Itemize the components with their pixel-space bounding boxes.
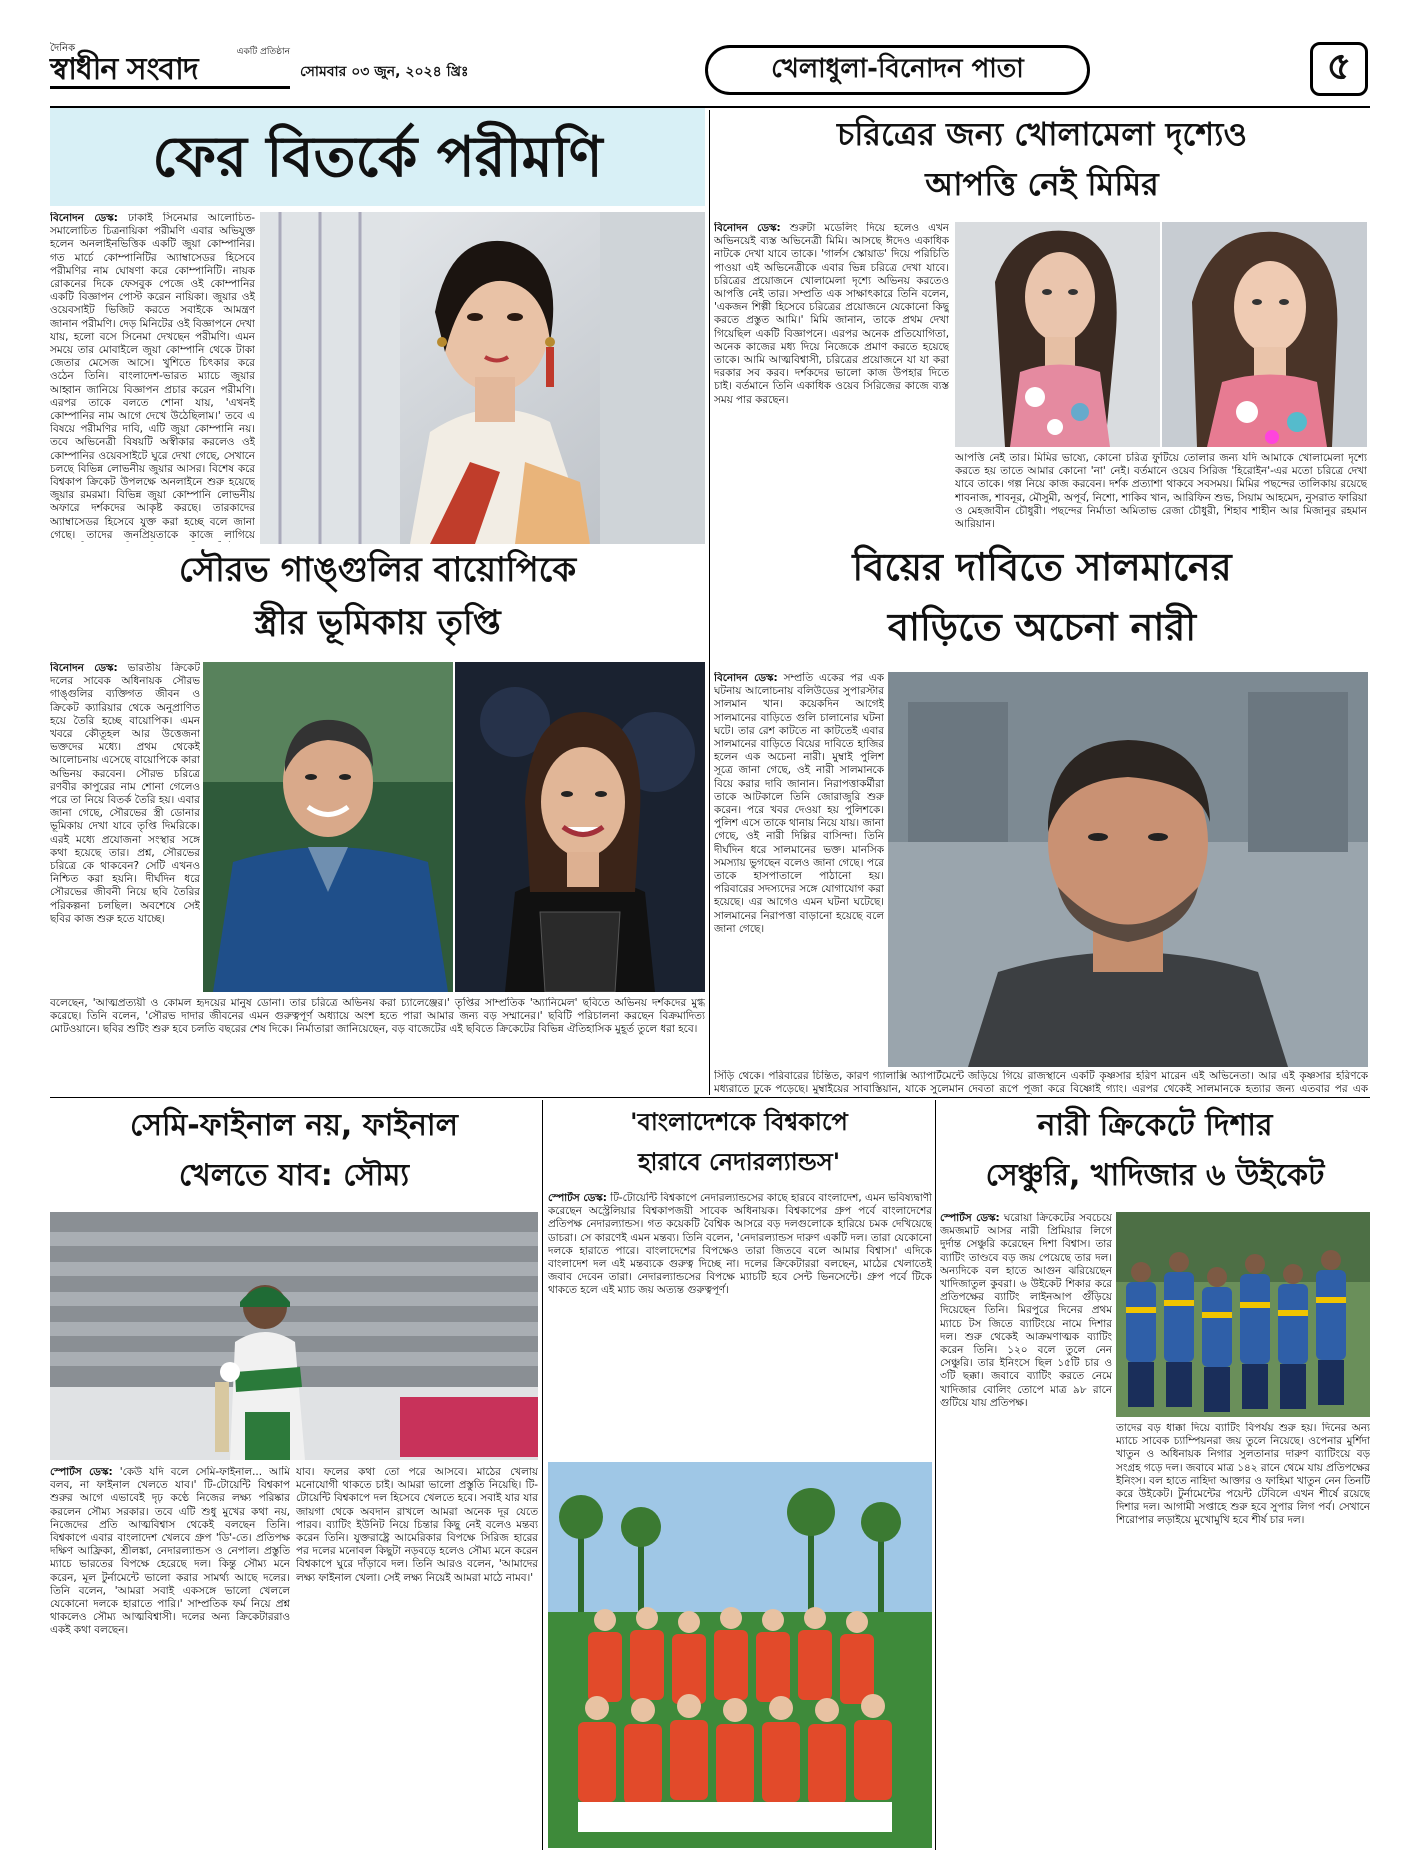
salman-headline-line1: বিয়ের দাবিতে সালমানের xyxy=(852,545,1232,589)
paper-prefix: দৈনিক xyxy=(50,43,76,54)
section-title: খেলাধুলা-বিনোদন পাতা xyxy=(705,45,1090,95)
sourav-text: ভারতীয় ক্রিকেট দলের সাবেক অধিনায়ক সৌরভ গাঙ্গুলির ব্যক্তিগত জীবন ও ক্রিকেট ক্যারিয়ার থেকে অনুপ্রাণিত হয়ে তৈরি হচ্ছে বায়োপিক। এমন খবরে কৌতূহল আর উত্তেজনা ভক্তদের মধ্যে। প্রথম থেকেই আলোচনায় এসেছে বায়োপিকে কারা অভিনয় করবেন। সৌরভ চরিত্রে রণবীর কাপুরের নাম শোনা গেলেও পরে তা নিয়ে বিতর্ক তৈরি হয়। এবার জানা গেছে, সৌরভের স্ত্রী ডোনার ভূমিকায় দেখা যাবে তৃপ্তি দিমরিকে। এরই মধ্যে প্রযোজনা সংস্থার সঙ্গে কথা হয়েছে তার। প্রশ্ন, সৌরভের চরিত্রে কে থাকবেন? সেটি এখনও নিশ্চিত করা হয়নি। দীর্ঘদিন ধরে সৌরভের জীবনী নিয়ে ছবি তৈরির পরিকল্পনা চলছিল। অবশেষে সেই ছবির কাজ শুরু হতে যাচ্ছে। xyxy=(50,662,200,925)
paper-logo xyxy=(50,44,290,88)
porimoni-text: ঢাকাই সিনেমার আলোচিত-সমালোচিত চিত্রনায়িকা পরীমণি এবার অভিযুক্ত হলেন অনলাইনভিত্তিক একটি জুয়া কোম্পানির। গত মার্চে কোম্পানিটির অ্যাম্বাসেডর হিসেবে পরীমণির নাম ঘোষণা করে কোম্পানিটি। নায়ক রোকনের দিকে ফেসবুক পেজে ওই কোম্পানির একটি বিজ্ঞাপন পোস্ট করেন নায়িকা। জুয়ার ওই ওয়েবসাইট ভিজিট করতে সবাইকে আমন্ত্রণ জানান পরীমণি। দেড় মিনিটের ওই বিজ্ঞাপনে দেখা যায়, হলো বসে সিনেমা দেখছেন পরীমণি। এমন সময়ে তার মোবাইলে জুয়া কোম্পানি থেকে টাকা জেতার মেসেজ আসে। খুশিতে চিৎকার করে ওঠেন তিনি। বাংলাদেশ-ভারত ম্যাচে জুয়ার আহ্বান জানিয়ে বিজ্ঞাপন প্রচার করেন পরীমণি। এরপর তাকে বলতে শোনা যায়, 'এখনই কোম্পানির নাম আগে দেখে উঠেছিলাম।' তবে এ বিষয়ে পরীমণির দাবি, এটি জুয়া কোম্পানি নয়। তবে অভিনেত্রী বিষয়টি অস্বীকার করলেও ওই কোম্পানির ওয়েবসাইটে ঘুরে দেখা গেছে, সেখানে চলছে বিভিন্ন লোভনীয় জুয়ার আসর। বিশেষ করে বিশ্বকাপ ক্রিকেট উপলক্ষে অনলাইনে শুরু হয়েছে জুয়ার রমরমা। বিভিন্ন জুয়া কোম্পানি লোভনীয় অফারে দর্শকদের আকৃষ্ট করছে। তারকাদের অ্যাম্বাসেডর হিসেবে যুক্ত করা হচ্ছে বলে জানা গেছে। তাদের জনপ্রিয়তাকে কাজে লাগিয়ে xyxy=(50,212,255,541)
sourav-headline-line2: স্ত্রীর ভূমিকায় তৃপ্তি xyxy=(254,603,501,643)
mimi-headline-line2: আপত্তি নেই মিমির xyxy=(925,165,1159,203)
salman-headline-line2: বাড়িতে অচেনা নারী xyxy=(887,605,1197,649)
salman-text3: জড়িয়ে গিয়ে রাজস্থানে একটি কৃষ্ণসার হরিণ মারেন এই অভিনেতা। আর এই কৃষ্ণসার হরিণকে দেবতা রূপে পূজা করে বিষ্ণোই গ্যাং। এরপর থেকেই সালমানকে হত্যার জন্য এতবার পর এক xyxy=(968,1070,1368,1095)
sourav-body xyxy=(50,662,200,997)
sourav-text2: বলেছেন, 'আত্মপ্রত্যয়ী ও কোমল হৃদয়ের মানুষ ডোনা। তার চরিত্রে অভিনয় করা চ্যালেঞ্জের।' তৃপ্তির সাম্প্রতিক 'অ্যানিমেল' ছবিতে অভিনয় দর্শকদের মুগ্ধ করেছে। তিনি বলেন, 'সৌরভ দাদার জীবনের এমন গুরুত্বপূর্ণ অধ্যায়ে অংশ হতে পারা আমার জন্য বড় সম্মানের।' ছবিটি পরিচালনা করছেন বিক্রমাদিত্য মোটওয়ানে। ছবির শুটিং শুরু হবে চলতি বছরের শেষ দিকে। নির্মাতারা জানিয়েছেন, বড় বাজেটের এই ছবিতে ক্রিকেটের বিভিন্ন ঐতিহাসিক মুহূর্ত তুলে ধরা হবে। xyxy=(50,997,705,1036)
mimi-headline-line1: চরিত্রের জন্য খোলামেলা দৃশ্যেও xyxy=(836,115,1247,153)
netherlands-text: টি-টোয়েন্টি বিশ্বকাপে নেদারল্যান্ডসের কাছে হারবে বাংলাদেশ, এমন ভবিষ্যদ্বাণী করেছেন অস্ট্রেলিয়ার বিশ্বকাপজয়ী সাবেক অধিনায়ক। বিশ্বকাপের গ্রুপ পর্বে বাংলাদেশের প্রতিপক্ষ নেদারল্যান্ডস। গত কয়েকটি বৈশ্বিক আসরে বড় দলগুলোকে হারিয়ে চমক দেখিয়েছে ডাচরা। সে কারণেই এমন মন্তব্য। তিনি বলেন, 'নেদারল্যান্ডস দারুণ একটি দল। তারা যেকোনো দলকে হারাতে পারে। বাংলাদেশের বিপক্ষেও তারা জিতবে বলে আমার বিশ্বাস।' এদিকে বাংলাদেশ দল এই মন্তব্যকে গুরুত্ব দিচ্ছে না। দলের ক্রিকেটাররা বলছেন, মাঠের খেলাতেই জবাব দেবেন তারা। নেদারল্যান্ডসের বিপক্ষে ম্যাচটি হবে সেন্ট ভিনসেন্টে। গ্রুপ পর্বে টিকে থাকতে হলে এই ম্যাচ জয় অত্যন্ত গুরুত্বপূর্ণ। xyxy=(548,1192,932,1297)
salman-body xyxy=(714,672,884,1067)
sourav-byline: বিনোদন ডেস্ক: xyxy=(50,662,118,674)
netherlands-headline-line2: হারাবে নেদারল্যান্ডস' xyxy=(637,1148,841,1176)
soumya-headline-line1: সেমি-ফাইনাল নয়, ফাইনাল xyxy=(130,1108,458,1143)
dishar-headline-line2: সেঞ্চুরি, খাদিজার ৬ উইকেট xyxy=(985,1158,1325,1193)
mimi-body-cont xyxy=(955,452,1367,542)
salman-body-cont2 xyxy=(968,1070,1368,1095)
mimi-text: শুরুটা মডেলিং দিয়ে হলেও এখন অভিনয়েই ব্যস্ত অভিনেত্রী মিমি। আসছে ঈদেও একাধিক নাটকে দেখা যাবে তাকে। 'গার্লস স্কোয়াড' দিয়ে পরিচিতি পাওয়া এই অভিনেত্রীকে এবার ভিন্ন চরিত্রে দেখা যাবে। চরিত্রের প্রয়োজনে খোলামেলা দৃশ্যে অভিনয় করতেও আপত্তি নেই তার। সম্প্রতি এক সাক্ষাৎকারে তিনি বলেন, 'একজন শিল্পী হিসেবে চরিত্রের প্রয়োজনে যেকোনো কিছু করতে প্রস্তুত আমি।' মিমি জানান, তাকে প্রথম দেখা গিয়েছিল একটি বিজ্ঞাপনে। এরপর অনেক প্রতিযোগিতা, অনেক কাজের মধ্য দিয়ে নিজেকে প্রমাণ করতে হয়েছে তাকে। আমি আত্মবিশ্বাসী, চরিত্রের প্রয়োজনে যা যা করা দরকার সব করব। দর্শকদের ভালো কাজ উপহার দিতে চাই। বর্তমানে তিনি একাধিক ওয়েব সিরিজের কাজে ব্যস্ত সময় পার করছেন। xyxy=(714,222,949,406)
mimi-text2: আপত্তি নেই তার। মিমির ভাষ্যে, কোনো চরিত্র ফুটিয়ে তোলার জন্য যদি আমাকে খোলামেলা দৃশ্যে করতে হয় তাতে আমার কোনো 'না' নেই। বর্তমানে ওয়েব সিরিজ 'হিরোইন'-এর মতো চরিত্রে দেখা যাবে তাকে। গল্প নিয়ে কাজ করবেন। দর্শক প্রত্যাশা থাকবে সবসময়। মিমির পছন্দের তালিকায় রয়েছে শাবনাজ, শাবনূর, মৌসুমী, অপূর্ব, নিশো, শাকিব খান, আরিফিন শুভ, সিয়াম আহমেদ, নুসরাত ফারিয়া ও মেহজাবীন চৌধুরী। পছন্দের নির্মাতা অমিতাভ রেজা চৌধুরী, শিহাব শাহীন আর মিজানুর রহমান আরিয়ান। xyxy=(955,452,1367,531)
dishar-body-cont xyxy=(1116,1422,1370,1846)
soumya-text2: যাব। ফলের কথা তো পরে আসবে। মাঠের খেলায় মনোযোগী থাকতে চাই। আমরা ভালো প্রস্তুতি নিয়েছি। টি-টোয়েন্টি বিশ্বকাপে দল হিসেবে খেলতে হবে। সবাই যার যার জায়গা থেকে অবদান রাখলে আমরা অনেক দূর যেতে পারব। ব্যাটিং ইউনিট নিয়ে চিন্তার কিছু নেই বলেও মন্তব্য করেন তিনি। যুক্তরাষ্ট্রে আমেরিকার বিপক্ষে সিরিজ হারের পর দলের মনোবল কিছুটা নড়বড়ে হলেও সৌম্য মনে করেন বিশ্বকাপে ঘুরে দাঁড়াবে দল। তিনি আরও বলেন, 'আমাদের লক্ষ্য ফাইনাল খেলা। সেই লক্ষ্য নিয়েই আমরা মাঠে নামব।' xyxy=(296,1466,538,1584)
dishar-headline-line1: নারী ক্রিকেটে দিশার xyxy=(1037,1108,1273,1143)
dishar-text2: তাদের বড় ধাক্কা দিয়ে ব্যাটিং বিপর্যয় শুরু হয়। দিনের অন্য ম্যাচে সাবেক চ্যাম্পিয়নরা জয় তুলে নিয়েছে। ওপেনার মুর্শিদা খাতুন ও অধিনায়ক নিগার সুলতানার দারুণ ব্যাটিংয়ে বড় সংগ্রহ গড়ে দল। জবাবে মাত্র ১৪২ রানে থেমে যায় প্রতিপক্ষের ইনিংস। বল হাতে নাহিদা আক্তার ও ফাহিমা খাতুন নেন তিনটি করে উইকেট। টুর্নামেন্টের পয়েন্ট টেবিলে এখন শীর্ষে রয়েছে দিশার দল। আগামী সপ্তাহে শুরু হবে সুপার লিগ পর্ব। সেখানে শিরোপার লড়াইয়ে মুখোমুখি হবে শীর্ষ চার দল। xyxy=(1116,1422,1370,1527)
netherlands-body xyxy=(548,1192,932,1457)
soumya-byline: স্পোর্টস ডেস্ক: xyxy=(50,1466,113,1478)
soumya-body xyxy=(50,1466,290,1846)
salman-text2: সিঁড়ি থেকে। পরিবারের চিন্তিত, কারণ গ্যালাক্সি অ্যাপার্টমেন্টে মধ্যরাতে ঢুকে পড়েছে। মুম্বাইয়ের সাবাস্তিয়ান, যাকে সুলেমান xyxy=(714,1070,964,1095)
mimi-byline: বিনোদন ডেস্ক: xyxy=(714,222,781,234)
dishar-byline: স্পোর্টস ডেস্ক: xyxy=(940,1212,1000,1224)
sourav-headline-line1: সৌরভ গাঙ্গুলির বায়োপিকে xyxy=(178,550,577,590)
porimoni-byline: বিনোদন ডেস্ক: xyxy=(50,212,118,224)
soumya-text: 'কেউ যদি বলে সেমি-ফাইনাল... আমি বলব, না ফাইনাল খেলতে যাব।' টি-টোয়েন্টি বিশ্বকাপ শুরুর আগে এভাবেই দৃঢ় কণ্ঠে নিজের লক্ষ্য পরিষ্কার করলেন সৌম্য সরকার। তবে এটি শুধু মুখের কথা নয়, নিজেদের প্রতি আত্মবিশ্বাস থেকেই বলছেন তিনি। বিশ্বকাপে এবার বাংলাদেশ খেলবে গ্রুপ 'ডি'-তে। প্রতিপক্ষ দক্ষিণ আফ্রিকা, শ্রীলঙ্কা, নেদারল্যান্ডস ও নেপাল। প্রস্তুতি ম্যাচে ভারতের বিপক্ষে হেরেছে দল। কিন্তু সৌম্য মনে করেন, মূল টুর্নামেন্টে ভালো করার সামর্থ্য আছে দলের। তিনি বলেন, 'আমরা সবাই একসঙ্গে ভালো খেললে যেকোনো দলকে হারাতে পারি।' সাম্প্রতিক ফর্ম নিয়ে প্রশ্ন থাকলেও সৌম্য আত্মবিশ্বাসী। দলের অন্য ক্রিকেটাররাও একই কথা বলছেন। xyxy=(50,1466,290,1637)
soumya-photo xyxy=(50,1212,538,1460)
mimi-photo-right xyxy=(1162,222,1367,447)
dateline: সোমবার ০৩ জুন, ২০২৪ খ্রিঃ xyxy=(300,64,469,80)
sourav-body-cont xyxy=(50,997,705,1092)
soumya-headline-line2: খেলতে যাব: সৌম্য xyxy=(178,1158,410,1193)
soumya-body-cont xyxy=(296,1466,538,1846)
row-divider xyxy=(50,1097,1370,1098)
column-divider xyxy=(542,1100,543,1850)
porimoni-photo xyxy=(260,212,705,544)
netherlands-byline: স্পোর্টস ডেস্ক: xyxy=(548,1192,607,1204)
paper-name: স্বাধীন সংবাদ xyxy=(50,54,290,89)
porimoni-body xyxy=(50,212,255,542)
salman-text: সম্প্রতি একের পর এক ঘটনায় আলোচনায় বলিউডের সুপারস্টার সালমান খান। কয়েকদিন আগেই সালমানের বাড়িতে গুলি চালানোর ঘটনা ঘটে। তার রেশ কাটতে না কাটতেই এবার সালমানের বাড়িতে বিয়ের দাবিতে হাজির হলেন এক অচেনা নারী। মুম্বাই পুলিশ সূত্রে জানা গেছে, ওই নারী সালমানকে বিয়ে করার দাবি জানান। নিরাপত্তাকর্মীরা তাকে আটকালে তিনি জোরাজুরি শুরু করেন। পরে খবর দেওয়া হয় পুলিশকে। পুলিশ এসে তাকে থানায় নিয়ে যায়। জানা গেছে, ওই নারী দিল্লির বাসিন্দা। তিনি দীর্ঘদিন ধরে সালমানের ভক্ত। মানসিক সমস্যায় ভুগছেন বলেও জানা গেছে। পরে তাকে হাসপাতালে পাঠানো হয়। পরিবারের সদস্যদের সঙ্গে যোগাযোগ করা হয়েছে। এর আগেও এমন ঘটনা ঘটেছে। সালমানের নিরাপত্তা বাড়ানো হয়েছে বলে জানা গেছে। xyxy=(714,672,884,935)
dishar-team-photo xyxy=(1116,1212,1370,1417)
salman-byline: বিনোদন ডেস্ক: xyxy=(714,672,778,684)
dishar-body xyxy=(940,1212,1112,1846)
column-divider xyxy=(709,110,710,1095)
page-number: ৫ xyxy=(1310,42,1368,96)
column-divider xyxy=(935,1100,936,1850)
dishar-text: ঘরোয়া ক্রিকেটের সবচেয়ে জমজমাট আসর নারী প্রিমিয়ার লিগে দুর্দান্ত সেঞ্চুরি করেছেন দিশা বিশ্বাস। তার ব্যাটিং তাণ্ডবে বড় জয় পেয়েছে তার দল। অন্যদিকে বল হাতে আগুন ঝরিয়েছেন খাদিজাতুল কুবরা। ৬ উইকেট শিকার করে প্রতিপক্ষের ব্যাটিং লাইনআপ গুঁড়িয়ে দিয়েছেন তিনি। মিরপুরে দিনের প্রথম ম্যাচে টস জিতে ব্যাটিংয়ে নামে দিশার দল। শুরু থেকেই আক্রমণাত্মক ব্যাটিং করেন তিনি। ১২০ বলে তুলে নেন সেঞ্চুরি। তার ইনিংসে ছিল ১৫টি চার ও ৩টি ছক্কা। জবাবে ব্যাটিং করতে নেমে খাদিজার বোলিং তোপে মাত্র ৯৮ রানে গুটিয়ে যায় প্রতিপক্ষ। xyxy=(940,1212,1112,1409)
salman-body-cont xyxy=(714,1070,964,1095)
mimi-photo-left xyxy=(955,222,1160,447)
tripti-photo xyxy=(455,662,705,992)
mimi-body xyxy=(714,222,949,530)
netherlands-headline-line1: 'বাংলাদেশকে বিশ্বকাপে xyxy=(630,1108,848,1136)
porimoni-headline: ফের বিতর্কে পরীমণি xyxy=(50,108,705,206)
salman-photo xyxy=(888,672,1368,1067)
paper-tag: একটি প্রতিষ্ঠান xyxy=(236,47,290,57)
sourav-photo xyxy=(203,662,453,992)
netherlands-team-photo xyxy=(548,1462,932,1848)
